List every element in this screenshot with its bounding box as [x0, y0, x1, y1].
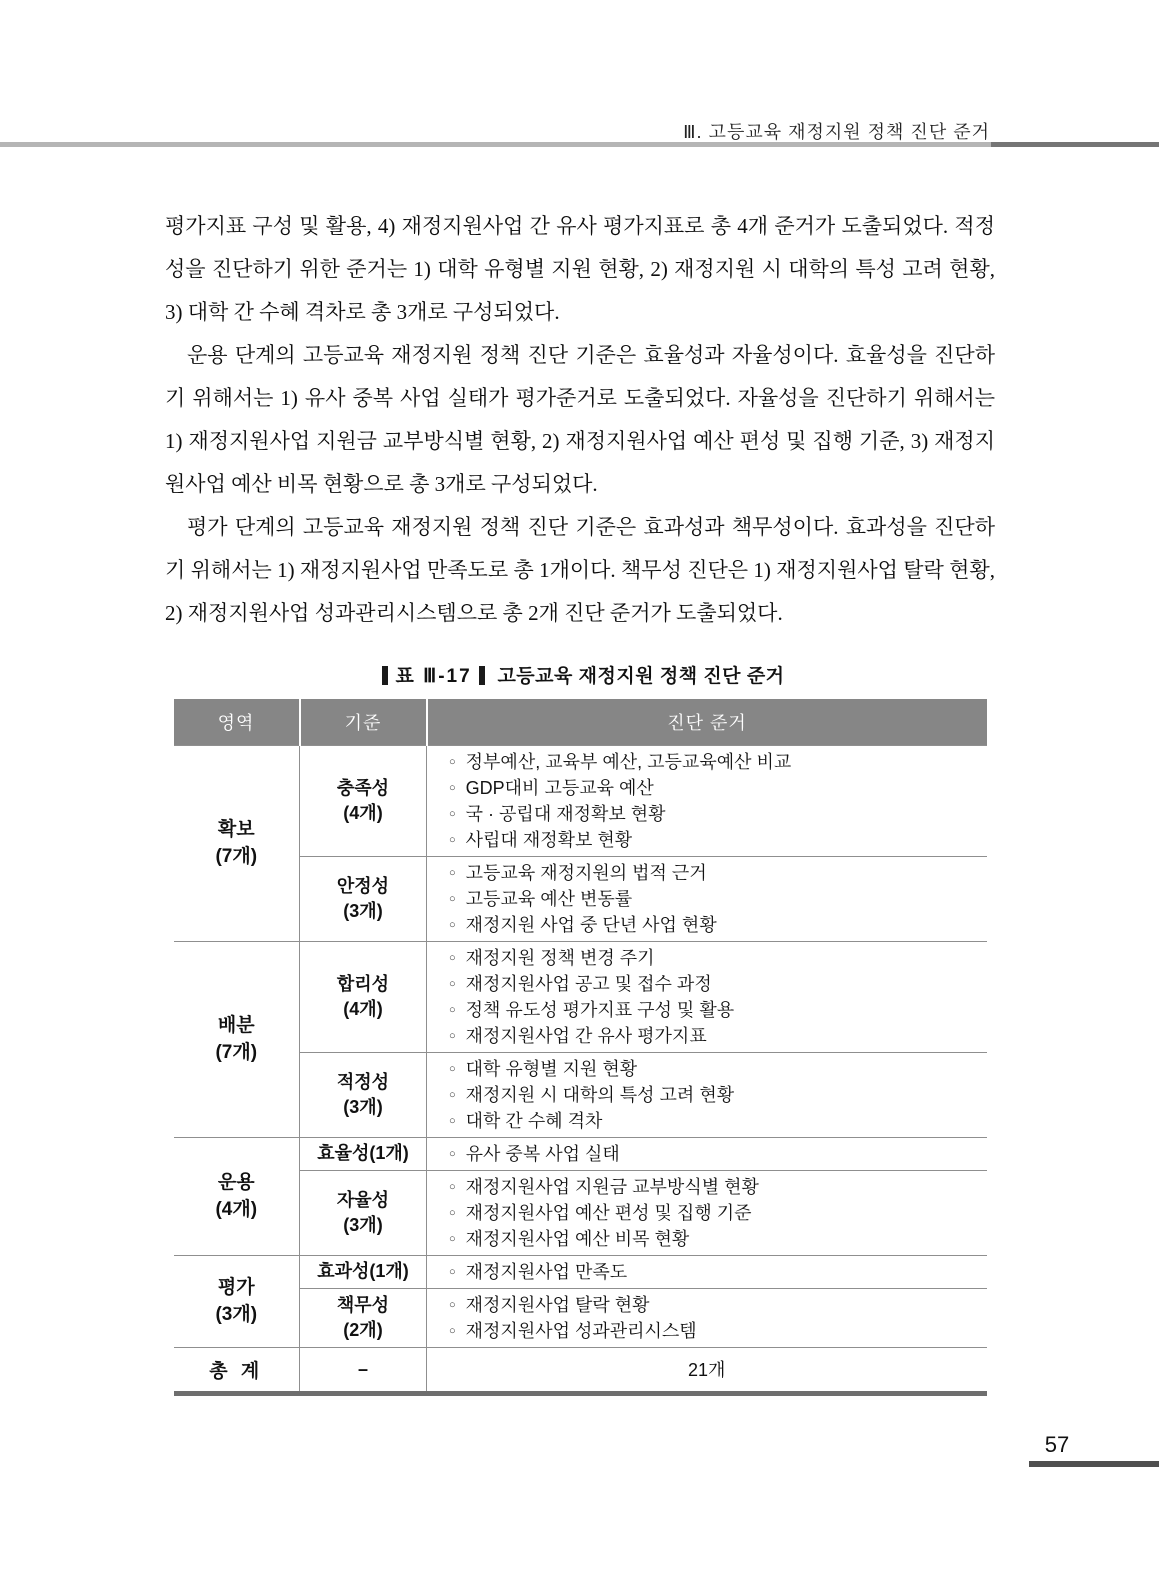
- criterion-count: (2개): [343, 1319, 383, 1340]
- criterion-cell: [300, 941, 427, 1052]
- diagnosis-item-text: 고등교육 재정지원의 법적 근거: [465, 862, 707, 883]
- table-caption-title: 고등교육 재정지원 정책 진단 준거: [497, 666, 785, 687]
- circle-bullet-icon: ○: [449, 1298, 456, 1311]
- diagnosis-item: [441, 1023, 981, 1049]
- table-row: [174, 941, 987, 1052]
- diagnosis-item-text: GDP대비 고등교육 예산: [465, 777, 654, 798]
- diagnosis-item: [441, 1108, 981, 1134]
- circle-bullet-icon: ○: [449, 918, 456, 931]
- table-body: [174, 745, 987, 1393]
- diagnosis-item: [441, 1082, 981, 1108]
- table-caption: [165, 661, 995, 688]
- diagnosis-item: [441, 1226, 981, 1252]
- area-count: (3개): [215, 1304, 258, 1325]
- circle-bullet-icon: ○: [449, 1324, 456, 1337]
- diagnosis-item: [441, 971, 981, 997]
- circle-bullet-icon: ○: [449, 781, 456, 794]
- diagnosis-item-text: 재정지원사업 성과관리시스템: [465, 1320, 697, 1341]
- diagnosis-items-cell: [427, 941, 987, 1052]
- diagnosis-item-text: 재정지원사업 만족도: [465, 1261, 628, 1282]
- body-paragraph: 평가지표 구성 및 활용, 4) 재정지원사업 간 유사 평가지표로 총 4개 준거가 도출되었다. 적정성을 진단하기 위한 준거는 1) 대학 유형별 지원 현황, 2) 재정지원 시 대학의 특성 고려 현황, 3) 대학 간 수혜 격차로 총 3개로 구성되었다.: [165, 214, 995, 324]
- diagnosis-item-text: 재정지원 시 대학의 특성 고려 현황: [465, 1084, 735, 1105]
- page-number: 57: [1044, 1432, 1070, 1457]
- diagnosis-item: [441, 1200, 981, 1226]
- table-caption-label: 표 Ⅲ-17: [395, 666, 472, 687]
- diagnosis-item: [441, 1259, 981, 1285]
- criterion-cell: [300, 1288, 427, 1347]
- circle-bullet-icon: ○: [449, 833, 456, 846]
- circle-bullet-icon: ○: [449, 1088, 456, 1101]
- circle-bullet-icon: ○: [449, 1180, 456, 1193]
- circle-bullet-icon: ○: [449, 866, 456, 879]
- diagnosis-item-text: 재정지원 사업 중 단년 사업 현황: [465, 914, 717, 935]
- diagnosis-item: [441, 860, 981, 886]
- diagnosis-items-cell: [427, 1052, 987, 1137]
- diagnosis-items-cell: [427, 1137, 987, 1170]
- area-cell: [174, 1137, 300, 1255]
- caption-bar-icon: [382, 666, 388, 685]
- circle-bullet-icon: ○: [449, 892, 456, 905]
- column-header-criterion: 기준: [300, 699, 427, 745]
- diagnosis-item-text: 재정지원 정책 변경 주기: [465, 947, 655, 968]
- diagnosis-item-text: 사립대 재정확보 현황: [465, 829, 633, 850]
- area-name: 운용: [217, 1172, 255, 1193]
- area-count: (4개): [215, 1199, 258, 1220]
- header-rule: [0, 142, 1159, 147]
- criterion-name: 책무성: [336, 1294, 390, 1315]
- body-paragraph: 평가 단계의 고등교육 재정지원 정책 진단 기준은 효과성과 책무성이다. 효과성을 진단하기 위해서는 1) 재정지원사업 만족도로 총 1개이다. 책무성 진단은 1) 재정지원사업 탈락 현황, 2) 재정지원사업 성과관리시스템으로 총 2개 진단 준거가 도출되었다.: [165, 515, 995, 625]
- diagnosis-item: [441, 1141, 981, 1167]
- diagnosis-item-text: 대학 간 수혜 격차: [465, 1110, 603, 1131]
- diagnosis-items-cell: [427, 856, 987, 941]
- total-dash-cell: –: [300, 1347, 427, 1393]
- table-header: [174, 699, 987, 745]
- diagnosis-item-text: 유사 중복 사업 실태: [465, 1143, 620, 1164]
- criterion-count: (3개): [343, 1096, 383, 1117]
- criterion-cell: [300, 1255, 427, 1288]
- criterion-count: (4개): [343, 998, 383, 1019]
- criterion-name: 효과성(1개): [317, 1261, 409, 1281]
- diagnosis-item: [441, 775, 981, 801]
- diagnosis-item: [441, 1056, 981, 1082]
- diagnosis-item: [441, 886, 981, 912]
- circle-bullet-icon: ○: [449, 951, 456, 964]
- running-head-title: Ⅲ. 고등교육 재정지원 정책 진단 준거: [683, 122, 990, 142]
- diagnosis-item-text: 재정지원사업 탈락 현황: [465, 1294, 650, 1315]
- diagnosis-item: [441, 827, 981, 853]
- circle-bullet-icon: ○: [449, 807, 456, 820]
- diagnosis-item-text: 정부예산, 교육부 예산, 고등교육예산 비교: [465, 751, 792, 772]
- circle-bullet-icon: ○: [449, 1114, 456, 1127]
- criterion-cell: [300, 1052, 427, 1137]
- area-name: 배분: [217, 1015, 255, 1036]
- circle-bullet-icon: ○: [449, 977, 456, 990]
- circle-bullet-icon: ○: [449, 1062, 456, 1075]
- diagnosis-item-text: 고등교육 예산 변동률: [465, 888, 633, 909]
- criterion-cell: [300, 1137, 427, 1170]
- footer-bar: [1029, 1461, 1159, 1467]
- area-cell: [174, 1255, 300, 1347]
- circle-bullet-icon: ○: [449, 1206, 456, 1219]
- total-label-cell: 총 계: [174, 1347, 300, 1393]
- diagnosis-item-text: 정책 유도성 평가지표 구성 및 활용: [465, 999, 735, 1020]
- caption-bar-icon: [479, 666, 485, 685]
- table-row: [174, 1255, 987, 1288]
- criterion-count: (4개): [343, 802, 383, 823]
- criterion-name: 충족성: [336, 777, 390, 798]
- table-row: [174, 1137, 987, 1170]
- circle-bullet-icon: ○: [449, 1003, 456, 1016]
- total-value-cell: 21개: [427, 1347, 987, 1393]
- diagnosis-item-text: 재정지원사업 예산 비목 현황: [465, 1228, 690, 1249]
- criterion-name: 효율성(1개): [317, 1143, 409, 1163]
- criterion-cell: [300, 1170, 427, 1255]
- header-rule-light-segment: [0, 142, 991, 147]
- diagnosis-item-text: 대학 유형별 지원 현황: [465, 1058, 638, 1079]
- diagnosis-items-cell: [427, 745, 987, 856]
- diagnosis-item-text: 재정지원사업 지원금 교부방식별 현황: [465, 1176, 759, 1197]
- area-name: 평가: [217, 1277, 255, 1298]
- area-cell: [174, 941, 300, 1137]
- diagnosis-item: [441, 997, 981, 1023]
- circle-bullet-icon: ○: [449, 1147, 456, 1160]
- diagnosis-item: [441, 1174, 981, 1200]
- diagnosis-item-text: 재정지원사업 간 유사 평가지표: [465, 1025, 707, 1046]
- column-header-area: 영역: [174, 699, 300, 745]
- diagnosis-item-text: 재정지원사업 예산 편성 및 집행 기준: [465, 1202, 752, 1223]
- body-paragraph: 운용 단계의 고등교육 재정지원 정책 진단 기준은 효율성과 자율성이다. 효율성을 진단하기 위해서는 1) 유사 중복 사업 실태가 평가준거로 도출되었다. 자율성을 진단하기 위해서는 1) 재정지원사업 지원금 교부방식별 현황, 2) 재정지원사업 예산 편성 및 집행 기준, 3) 재정지원사업 예산 비목 현황으로 총 3개로 구성되었다.: [165, 343, 995, 496]
- criterion-name: 적정성: [336, 1071, 390, 1092]
- criterion-name: 안정성: [336, 875, 390, 896]
- diagnosis-item: [441, 1318, 981, 1344]
- criterion-count: (3개): [343, 1214, 383, 1235]
- table-header-row: [174, 699, 987, 745]
- diagnosis-item: [441, 1292, 981, 1318]
- criterion-name: 합리성: [336, 973, 390, 994]
- table-row: [174, 745, 987, 856]
- diagnosis-item: [441, 912, 981, 938]
- diagnosis-criteria-table: [174, 699, 987, 1396]
- page-body: [165, 205, 995, 1396]
- area-name: 확보: [217, 819, 255, 840]
- circle-bullet-icon: ○: [449, 1232, 456, 1245]
- diagnosis-item: [441, 945, 981, 971]
- diagnosis-items-cell: [427, 1170, 987, 1255]
- header-rule-dark-segment: [991, 142, 1159, 147]
- criterion-cell: [300, 856, 427, 941]
- area-cell: [174, 745, 300, 941]
- diagnosis-items-cell: [427, 1255, 987, 1288]
- area-count: (7개): [215, 1042, 258, 1063]
- criterion-count: (3개): [343, 900, 383, 921]
- circle-bullet-icon: ○: [449, 755, 456, 768]
- area-count: (7개): [215, 846, 258, 867]
- diagnosis-item: [441, 801, 981, 827]
- diagnosis-item: [441, 749, 981, 775]
- diagnosis-items-cell: [427, 1288, 987, 1347]
- circle-bullet-icon: ○: [449, 1265, 456, 1278]
- diagnosis-item-text: 재정지원사업 공고 및 접수 과정: [465, 973, 712, 994]
- circle-bullet-icon: ○: [449, 1029, 456, 1042]
- diagnosis-item-text: 국 · 공립대 재정확보 현황: [465, 803, 666, 824]
- table-total-row: [174, 1347, 987, 1393]
- column-header-diagnosis: 진단 준거: [427, 699, 987, 745]
- criterion-cell: [300, 745, 427, 856]
- criterion-name: 자율성: [336, 1189, 390, 1210]
